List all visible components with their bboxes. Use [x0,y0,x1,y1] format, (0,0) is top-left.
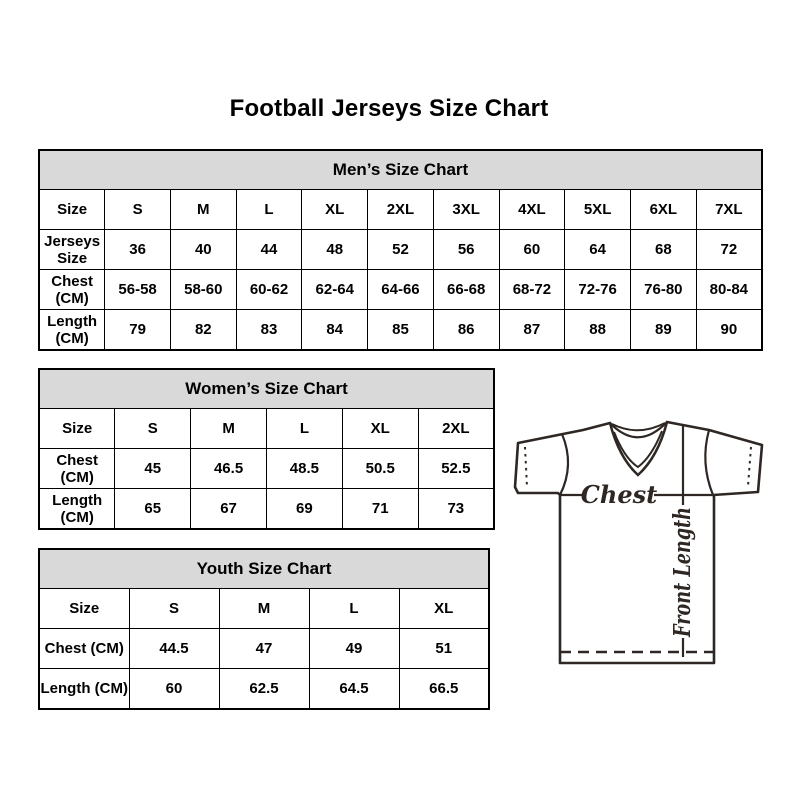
cell-value: 65 [115,489,191,530]
left-cuff-stitch-line [525,447,527,487]
cell-value: 62.5 [219,669,309,710]
cell-value: 36 [105,230,171,270]
jersey-outline [515,422,762,663]
table-title-row [39,369,494,409]
table-row [39,629,489,669]
jersey-diagram [505,405,770,670]
row-label: Length (CM) [39,489,115,530]
table-row [39,669,489,710]
table-row [39,449,494,489]
row-label: Size [39,589,129,629]
page-title: Football Jerseys Size Chart [229,95,549,122]
row-label: Chest (CM) [39,449,115,489]
cell-value: 89 [630,310,696,351]
cell-value: 62-64 [302,270,368,310]
cell-value: L [266,409,342,449]
mens-size-table [38,149,763,351]
cell-value: 72-76 [565,270,631,310]
cell-value: 60-62 [236,270,302,310]
cell-value: 58-60 [170,270,236,310]
cell-value: 50.5 [342,449,418,489]
row-label: Size [39,190,105,230]
cell-value: 3XL [433,190,499,230]
table-row [39,230,762,270]
row-label: Length (CM) [39,669,129,710]
table-row [39,589,489,629]
cell-value: XL [399,589,489,629]
cell-value: XL [342,409,418,449]
right-sleeve-seam [705,430,713,495]
cell-value: 79 [105,310,171,351]
front-length-label: Front Length [669,467,696,637]
cell-value: 66-68 [433,270,499,310]
cell-value: 46.5 [191,449,267,489]
cell-value: 64.5 [309,669,399,710]
cell-value: 68-72 [499,270,565,310]
cell-value: 88 [565,310,631,351]
cell-value: XL [302,190,368,230]
cell-value: M [170,190,236,230]
cell-value: 49 [309,629,399,669]
cell-value: 60 [499,230,565,270]
collar-back-arc [612,423,665,430]
womens-size-table [38,368,495,530]
cell-value: 2XL [368,190,434,230]
cell-value: 2XL [418,409,494,449]
cell-value: L [309,589,399,629]
cell-value: 68 [630,230,696,270]
cell-value: 56 [433,230,499,270]
cell-value: M [191,409,267,449]
cell-value: 67 [191,489,267,530]
youth-size-table [38,548,490,710]
cell-value: S [115,409,191,449]
cell-value: 71 [342,489,418,530]
cell-value: 47 [219,629,309,669]
women-table-title: Women’s Size Chart [39,369,494,409]
cell-value: 48.5 [266,449,342,489]
cell-value: 80-84 [696,270,762,310]
chest-label: Chest [580,480,658,509]
cell-value: M [219,589,309,629]
cell-value: 40 [170,230,236,270]
cell-value: 5XL [565,190,631,230]
cell-value: 60 [129,669,219,710]
cell-value: 87 [499,310,565,351]
cell-value: 44.5 [129,629,219,669]
cell-value: 76-80 [630,270,696,310]
table-row [39,270,762,310]
row-label: Chest (CM) [39,270,105,310]
cell-value: 48 [302,230,368,270]
cell-value: S [129,589,219,629]
cell-value: 4XL [499,190,565,230]
table-row [39,190,762,230]
cell-value: 84 [302,310,368,351]
cell-value: 64-66 [368,270,434,310]
row-label: Chest (CM) [39,629,129,669]
row-label: Length (CM) [39,310,105,351]
table-row [39,409,494,449]
cell-value: L [236,190,302,230]
cell-value: 64 [565,230,631,270]
cell-value: 52 [368,230,434,270]
table-row [39,310,762,351]
cell-value: 51 [399,629,489,669]
cell-value: 6XL [630,190,696,230]
table-title-row [39,549,489,589]
cell-value: 52.5 [418,449,494,489]
cell-value: 82 [170,310,236,351]
right-cuff-stitch-line [748,447,751,486]
cell-value: 45 [115,449,191,489]
cell-value: 83 [236,310,302,351]
cell-value: 86 [433,310,499,351]
table-row [39,489,494,530]
cell-value: 56-58 [105,270,171,310]
cell-value: 66.5 [399,669,489,710]
cell-value: 44 [236,230,302,270]
cell-value: 85 [368,310,434,351]
left-sleeve-seam [560,434,568,495]
row-label: Jerseys Size [39,230,105,270]
table-title-row [39,150,762,190]
cell-value: 69 [266,489,342,530]
row-label: Size [39,409,115,449]
cell-value: 73 [418,489,494,530]
cell-value: 90 [696,310,762,351]
cell-value: S [105,190,171,230]
cell-value: 72 [696,230,762,270]
youth-table-title: Youth Size Chart [39,549,489,589]
cell-value: 7XL [696,190,762,230]
men-table-title: Men’s Size Chart [39,150,762,190]
